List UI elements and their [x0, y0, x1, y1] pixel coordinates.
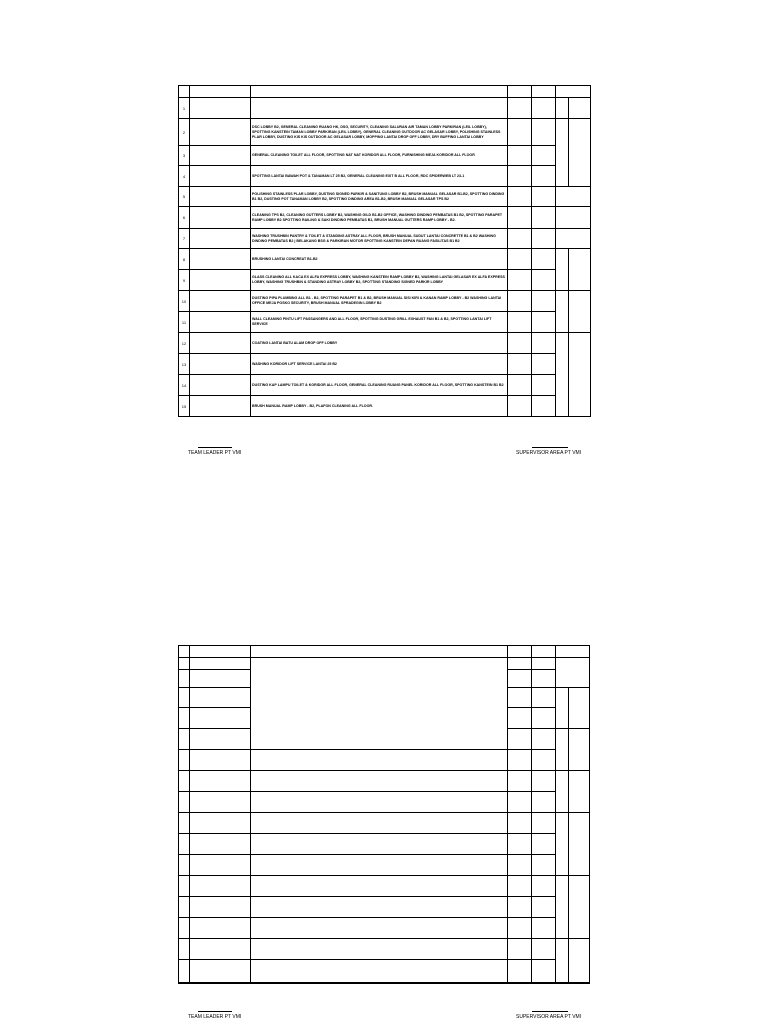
- grid-line: [555, 728, 590, 729]
- table-row: [179, 270, 591, 291]
- grid-line: [555, 687, 590, 688]
- grid-line: [250, 917, 507, 918]
- grid-line: [507, 791, 555, 792]
- signature-line-right: [532, 1011, 568, 1012]
- grid-line: [507, 645, 508, 983]
- row-number: 7: [179, 229, 190, 249]
- grid-line: [555, 812, 590, 813]
- table-row: [179, 146, 591, 166]
- signature-line-left: [198, 447, 232, 448]
- task-description: BRUSHING LANTAI CONCREAT B1-B2: [251, 249, 508, 270]
- task-description: BRUSH MANUAL RAMP LOBBY - B2, PLAFON CLEANING ALL FLOOR.: [251, 396, 508, 417]
- row-number: 1: [179, 98, 190, 119]
- grid-line: [178, 728, 250, 729]
- grid-line: [250, 938, 507, 939]
- table-row: [179, 187, 591, 207]
- grid-line: [507, 854, 555, 855]
- grid-line: [589, 645, 590, 983]
- grid-line: [507, 728, 555, 729]
- task-description: CLEANING TPS B2, CLEANING GUTTERS LOBBY B2, WASHING GILD B1-B2 OFFICE, WASHING DINDING PEMBATAS B1 B2, SPOTTING PARAPET RAMP LOBBY B2 SPOTTING RAILING & SAKI DINDING PEMBATAS B1, BRUSH MANUAL GUTTERS RAMP LOBBY - B2.: [251, 207, 508, 229]
- grid-line: [178, 812, 250, 813]
- signature-line-right: [532, 447, 568, 448]
- grid-line: [178, 959, 250, 960]
- task-description: WALL CLEANING PINTU LIFT PASSANGERS AND ALL FLOOR, SPOTTING DUSTING GRILL EXHAUST FAN B1 & B2, SPOTTING LANTAI LIFT SERVICE: [251, 312, 508, 333]
- grid-line: [555, 657, 590, 658]
- team-leader-signature-label: TEAM LEADER PT VMI: [188, 450, 242, 456]
- table-row: [179, 166, 591, 187]
- grid-line: [178, 854, 250, 855]
- row-number: 4: [179, 166, 190, 187]
- task-description: SPOTTING LANTAI BAWAH POT & TANAMAN LT 25 B2, GENERAL CLEANING EXIT B ALL FLOOR, RDC SPIDERWEB LT 23-1: [251, 166, 508, 187]
- grid-line: [555, 875, 590, 876]
- row-number: 5: [179, 187, 190, 207]
- grid-line: [507, 812, 555, 813]
- grid-line: [507, 770, 555, 771]
- task-description: GLASS CLEANING ALL KACA EX ALFA EXPRESS LOBBY, WASHING KANSTEIN RAMP LOBBY B2, WASHING LANTAI GELASAR EX ALFA EXPRESS LOBBY, WASHING TRUSHBIN & STANDING ASTRAY LOBBY B2, SPOTTING STANDING SIGNED PARKIR LOBBY: [251, 270, 508, 291]
- grid-line: [250, 896, 507, 897]
- grid-line: [507, 917, 555, 918]
- grid-line: [250, 875, 507, 876]
- table-row: [179, 229, 591, 249]
- grid-line: [250, 854, 507, 855]
- row-number: 15: [179, 396, 190, 417]
- row-number: 14: [179, 375, 190, 396]
- table-row: [179, 119, 591, 146]
- row-number: 6: [179, 207, 190, 229]
- grid-line: [507, 707, 555, 708]
- grid-line: [507, 896, 555, 897]
- row-number: 3: [179, 146, 190, 166]
- task-description: WASHING TRUSHBIN PANTRY & TOILET & STANDING ASTRAY ALL FLOOR, BRUSH MANUAL SUDUT LANTAI CONCRETTE B1 & B2 WASHING DINDING PEMBATAS B2 | BELAKANG BSG & PARKIRAN MOTOR SPOTTING KANSTEIN DEPAN RUANG FASILITAS B1 B2: [251, 229, 508, 249]
- row-number: 12: [179, 333, 190, 354]
- grid-line: [178, 669, 250, 670]
- grid-line: [555, 770, 590, 771]
- grid-line: [250, 657, 507, 658]
- task-description: WASHING KORIDOR LIFT SERVICE LANTAI 25 B2: [251, 354, 508, 375]
- grid-line: [250, 770, 507, 771]
- grid-line: [507, 938, 555, 939]
- grid-line: [178, 875, 250, 876]
- supervisor-signature-label: SUPERVISOR AREA PT VMI: [516, 1014, 582, 1020]
- table-row: [179, 333, 591, 354]
- table-row: [179, 354, 591, 375]
- row-number: 11: [179, 312, 190, 333]
- grid-line: [189, 645, 190, 983]
- task-description: DUSTING PIPA PLUMBING ALL B1 - B2, SPOTTING PARAPET B1 & B2, BRUSH MANUAL SISI KIRI & KANAN RAMP LOBBY - B2 WASHING LANTAI OFFICE MEJA POSKO SECURITY, BRUSH MANUAL SPRADEGIN LOBBY B2: [251, 291, 508, 312]
- grid-line: [178, 749, 250, 750]
- row-number: 9: [179, 270, 190, 291]
- grid-line: [507, 833, 555, 834]
- grid-line: [250, 959, 507, 960]
- row-number: 2: [179, 119, 190, 146]
- grid-line: [507, 875, 555, 876]
- table-row: [179, 312, 591, 333]
- grid-line: [178, 707, 250, 708]
- task-description: [251, 98, 508, 119]
- table-header-row: [179, 86, 591, 98]
- grid-line: [250, 833, 507, 834]
- grid-line: [507, 749, 555, 750]
- grid-line: [507, 687, 555, 688]
- grid-line: [178, 645, 590, 646]
- grid-line: [178, 896, 250, 897]
- grid-line: [250, 645, 251, 983]
- row-number: 8: [179, 249, 190, 270]
- grid-line: [178, 645, 179, 983]
- table-row: [179, 291, 591, 312]
- table-row: [179, 98, 591, 119]
- row-number: 13: [179, 354, 190, 375]
- grid-line: [555, 645, 556, 983]
- task-description: DUSTING KAP LAMPU TOILET & KORIDOR ALL FLOOR, GENERAL CLEANING RUANG PANEL KORIDOR ALL FLOOR, SPOTTING KANSTEIN B1 B2: [251, 375, 508, 396]
- grid-line: [555, 938, 590, 939]
- task-description: GENERAL CLEANING TOILET ALL FLOOR, SPOTTING NAT NAT KORIDOR ALL FLOOR, FURNISHING MEJA KORIDOR ALL FLOOR: [251, 146, 508, 166]
- supervisor-signature-label: SUPERVISOR AREA PT VMI: [516, 450, 582, 456]
- task-description: COATING LANTAI BATU ALAM DROP OFF LOBBY: [251, 333, 508, 354]
- grid-line: [507, 657, 555, 658]
- team-leader-signature-label: TEAM LEADER PT VMI: [188, 1014, 242, 1020]
- grid-line: [178, 687, 250, 688]
- grid-line: [178, 791, 250, 792]
- task-description: DSC LOBBY B2, GENERAL CLEANING RUANG HK, DSG, SECURITY, CLEANING SALURAN AIR TAMAN LOBBY PARKIRAN (LEIL LOBBY), SPOTTING KANSTEIN TAMAN LOBBY PARKIRAN (LEIL LOBBY), GENERAL CLEANING OUTDOOR AC GELASAR LOBBY, POLISHING STAINLESS PLAR LOBBY, DUSTING KIS KIS OUTDOOR AC GELASAR LOBBY, MOPPING LANTAI DROP OFF LOBBY, DRY BUFFING LANTAI LOBBY: [251, 119, 508, 146]
- grid-line: [178, 982, 590, 984]
- signature-line-left: [198, 1011, 232, 1012]
- grid-line: [178, 770, 250, 771]
- row-number: 10: [179, 291, 190, 312]
- schedule-table-2: [178, 645, 590, 983]
- grid-line: [178, 833, 250, 834]
- table-row: [179, 207, 591, 229]
- grid-line: [250, 812, 507, 813]
- grid-line: [531, 645, 532, 983]
- grid-line: [178, 917, 250, 918]
- grid-line: [178, 938, 250, 939]
- table-row: [179, 249, 591, 270]
- grid-line: [178, 657, 250, 658]
- schedule-table-1: [178, 85, 591, 417]
- table-row: [179, 375, 591, 396]
- grid-line: [507, 959, 555, 960]
- table-row: [179, 396, 591, 417]
- grid-line: [250, 791, 507, 792]
- grid-line: [250, 749, 507, 750]
- task-description: POLISHING STAINLESS PLAR LOBBY, DUSTING SIGNED PARKIR & SANITUNG LOBBY B2, BRUSH MANUAL GELASAR B1-B2, SPOTTING DINDING B1 B2, DUSTING POT TANAMAN LOBBY B2, SPOTTING DINDING AREA B1-B2, BRUSH MANUAL GELASAR TPS B2: [251, 187, 508, 207]
- grid-line: [507, 669, 555, 670]
